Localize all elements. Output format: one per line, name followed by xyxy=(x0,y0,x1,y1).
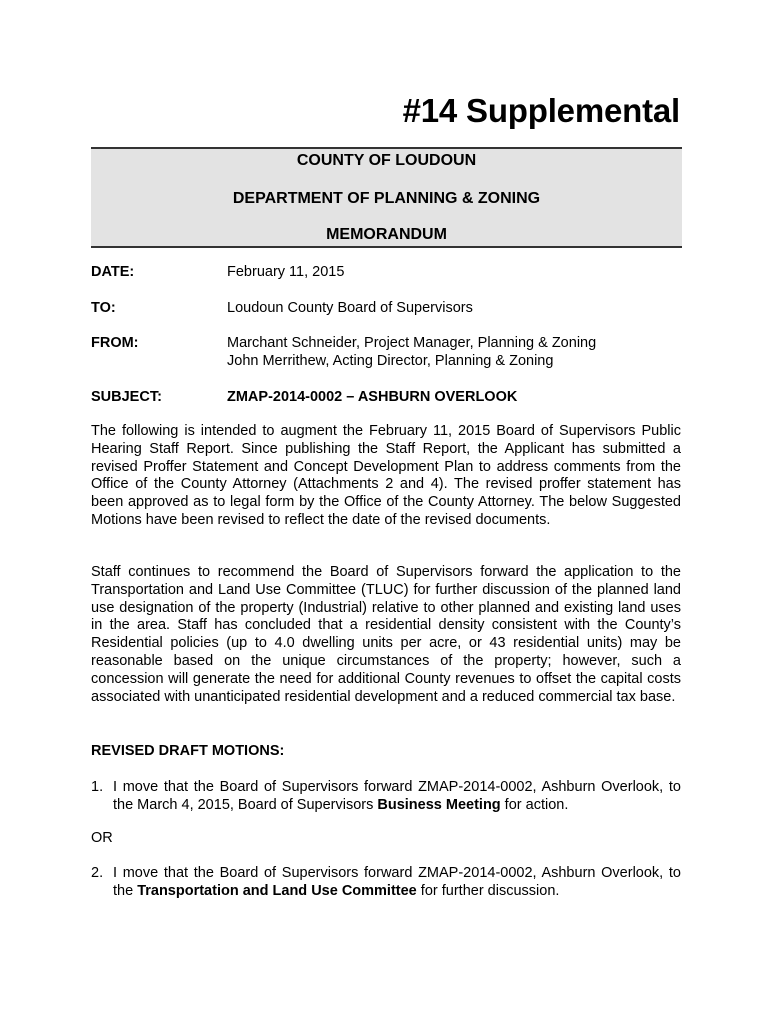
motion-2-emphasis: Transportation and Land Use Committee xyxy=(137,883,417,899)
motion-2-number: 2. xyxy=(91,865,104,881)
body-paragraph-2: Staff continues to recommend the Board of Supervisors forward the application to the Transportation and Land Use Committee (TLUC) for further discussion of the planned land use designation of the property (Industrial) relative to other planned and existing land uses in the area. Staff has concluded that a residential density consistent with the County’s Residential policies (up to 4.0 dwelling units per acre, or 43 residential units) may be reasonable based on the unique circumstances of the property; however, such a concession will generate the need for additional County revenues to offset the capital costs associated with unanticipated residential development and a reduced commercial tax base. xyxy=(91,564,681,705)
from-label: FROM: xyxy=(91,335,139,351)
motion-2 xyxy=(91,864,681,900)
document-title: #14 Supplemental xyxy=(402,92,680,129)
motion-1-emphasis: Business Meeting xyxy=(377,797,501,813)
motions-heading: REVISED DRAFT MOTIONS: xyxy=(91,743,285,759)
date-value: February 11, 2015 xyxy=(227,264,345,280)
to-label: TO: xyxy=(91,300,116,316)
motion-1 xyxy=(91,778,681,814)
department-name: DEPARTMENT OF PLANNING & ZONING xyxy=(232,190,541,207)
date-label: DATE: xyxy=(91,264,135,280)
motion-1-text: I move that the Board of Supervisors forward ZMAP-2014-0002, Ashburn Overlook, to the March 4, 2015, Board of Supervisors Business Meeting for action. xyxy=(113,779,681,813)
document-type: MEMORANDUM xyxy=(326,226,447,243)
motion-2-text: I move that the Board of Supervisors forward ZMAP-2014-0002, Ashburn Overlook, to the Transportation and Land Use Committee for further discussion. xyxy=(113,865,681,899)
body-paragraph-1: The following is intended to augment the February 11, 2015 Board of Supervisors Public Hearing Staff Report. Since publishing the Staff Report, the Applicant has submitted a revised Proffer Statement and Concept Development Plan to address comments from the Office of the County Attorney (Attachments 2 and 4). The revised proffer statement has been approved as to legal form by the Office of the County Attorney. The below Suggested Motions have been revised to reflect the date of the revised documents. xyxy=(91,423,681,528)
motion-1-number: 1. xyxy=(91,779,104,795)
to-value: Loudoun County Board of Supervisors xyxy=(227,300,473,316)
subject-label: SUBJECT: xyxy=(91,389,162,405)
memo-banner xyxy=(91,147,682,248)
from-value-1: Marchant Schneider, Project Manager, Planning & Zoning xyxy=(227,335,597,351)
county-name: COUNTY OF LOUDOUN xyxy=(296,152,477,169)
or-separator: OR xyxy=(91,830,113,846)
subject-value: ZMAP-2014-0002 – ASHBURN OVERLOOK xyxy=(227,389,518,405)
from-value-2: John Merrithew, Acting Director, Planning & Zoning xyxy=(227,353,554,369)
